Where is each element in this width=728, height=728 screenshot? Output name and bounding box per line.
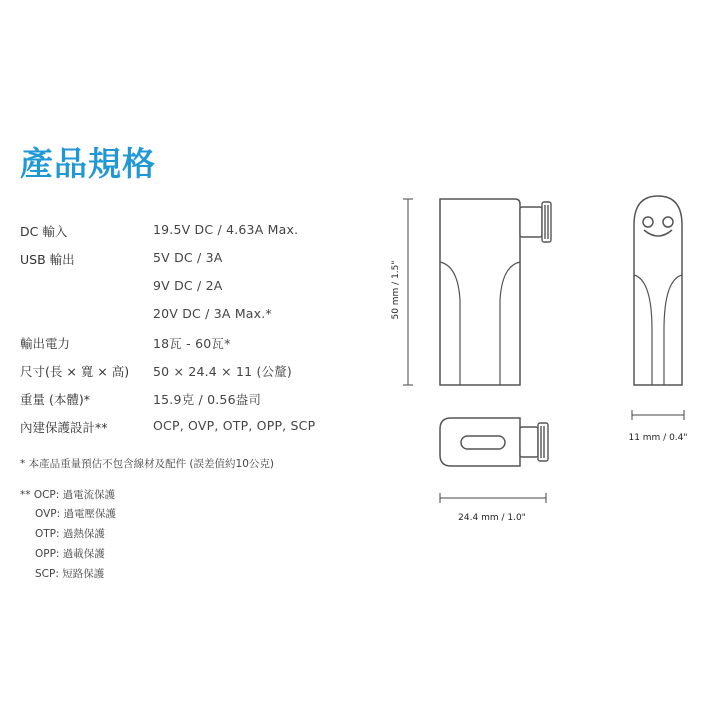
protection-note: SCP: 短路保護	[35, 568, 105, 580]
adapter-front-view	[440, 199, 520, 385]
spec-label: 輸出電力	[20, 336, 71, 351]
page-title: 產品規格	[20, 144, 156, 183]
spec-value: 18瓦 - 60瓦*	[153, 336, 231, 351]
spec-label: USB 輸出	[20, 252, 75, 267]
depth-label: 11 mm / 0.4"	[628, 433, 688, 443]
protection-note: OVP: 過電壓保護	[35, 508, 116, 520]
width-label: 24.4 mm / 1.0"	[458, 513, 526, 523]
spec-value: OCP, OVP, OTP, OPP, SCP	[153, 418, 316, 433]
spec-label: DC 輸入	[20, 224, 68, 239]
spec-value: 19.5V DC / 4.63A Max.	[153, 222, 299, 237]
protection-note: ** OCP: 過電流保護	[20, 489, 116, 501]
weight-footnote: * 本產品重量預估不包含線材及配件 (誤差值約10公克)	[20, 458, 274, 470]
protection-note: OPP: 過載保護	[35, 548, 105, 560]
adapter-side-view	[634, 196, 682, 385]
usb-c-plug-bottom-icon	[520, 423, 548, 461]
spec-label: 尺寸(長 × 寬 × 高)	[20, 364, 130, 379]
width-dimension-line	[440, 493, 546, 503]
spec-value: 20V DC / 3A Max.*	[153, 306, 272, 321]
spec-value: 9V DC / 2A	[153, 278, 223, 293]
spec-value: 15.9克 / 0.56盎司	[153, 392, 262, 407]
spec-label: 內建保護設計**	[20, 420, 108, 435]
depth-dimension-line	[632, 410, 684, 420]
spec-value: 50 × 24.4 × 11 (公釐)	[153, 364, 293, 379]
adapter-bottom-view	[440, 418, 520, 466]
spec-label: 重量 (本體)*	[20, 392, 90, 407]
protection-note: OTP: 過熱保護	[35, 528, 105, 540]
height-dimension-line	[403, 199, 413, 385]
usb-c-plug-side-icon	[520, 202, 551, 242]
height-label: 50 mm / 1.5"	[391, 260, 401, 320]
spec-value: 5V DC / 3A	[153, 250, 223, 265]
